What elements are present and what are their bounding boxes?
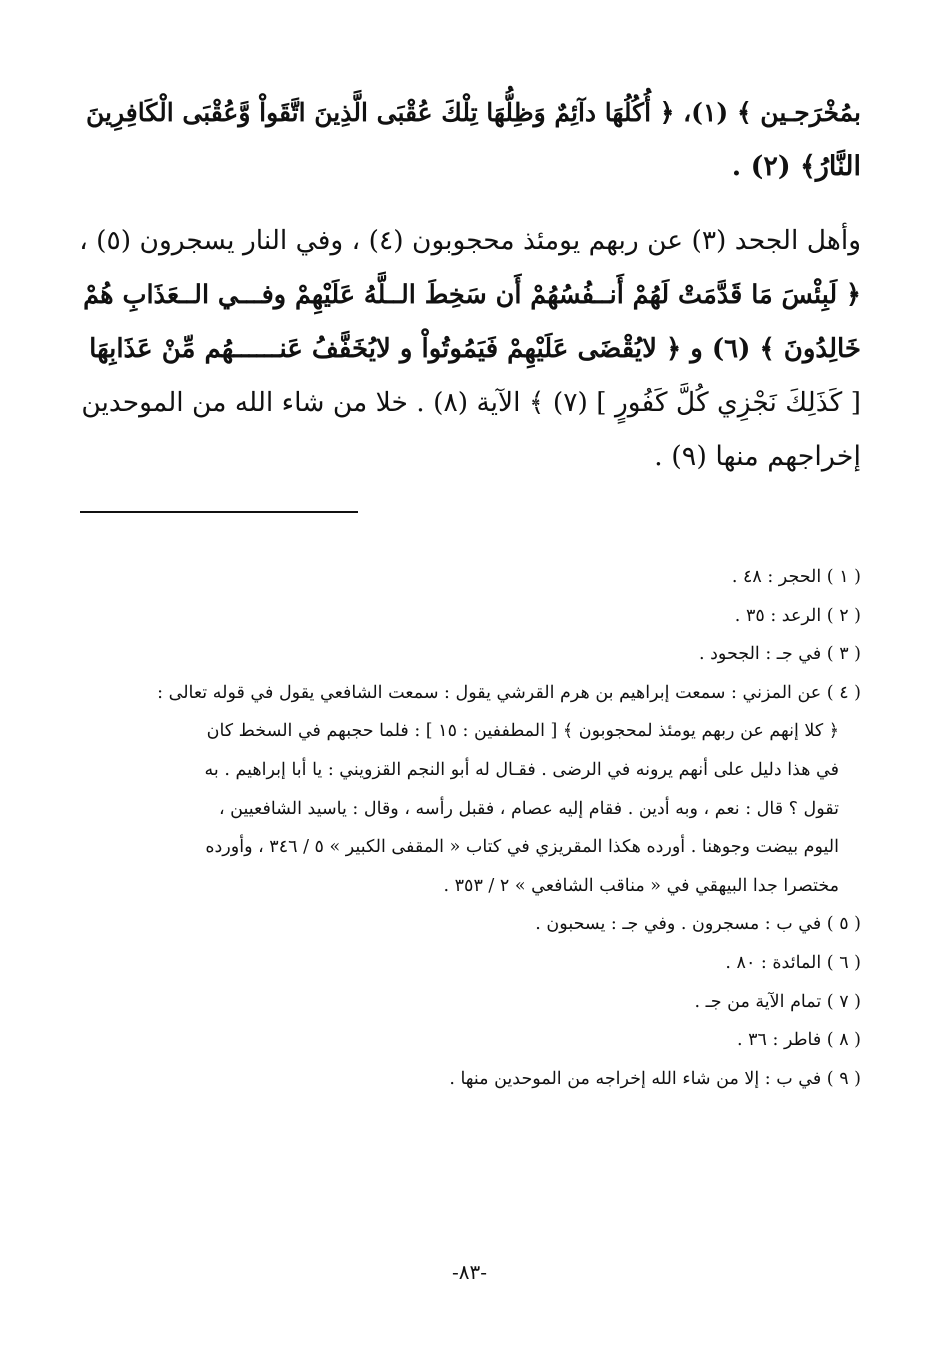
footnote: ( ٨ ) فاطر : ٣٦ . bbox=[736, 1030, 861, 1051]
main-text-line: خَالِدُونَ ﴾ (٦) و ﴿ لايُقْضَى عَلَيْهِمْ فَيَمُوتُواْ و لايُخَفَّفُ عَنــــــهُم مِّنْ عَذَابِهَا bbox=[89, 334, 861, 364]
footnote-continuation: مختصرا جدا البيهقي في « مناقب الشافعي » ٢ / ٣٥٣ . bbox=[443, 875, 839, 896]
page-number: -٨٣- bbox=[451, 1260, 487, 1284]
footnote-continuation: اليوم بيضت وجوهنا . أورده هكذا المقريزي في كتاب « المقفى الكبير » ٥ / ٣٤٦ ، وأورده bbox=[205, 837, 839, 858]
footnote: ( ٧ ) تمام الآية من جـ . bbox=[694, 991, 861, 1012]
footnote: ( ٣ ) في جـ : الجحود . bbox=[699, 644, 861, 665]
main-text-block bbox=[76, 86, 861, 484]
footnote-continuation: تقول ؟ قال : نعم ، وبه أدين . فقام إليه عصام ، فقبل رأسه ، وقال : ياسيد الشافعيين ، bbox=[218, 798, 839, 819]
footnote-continuation: في هذا دليل على أنهم يرونه في الرضى . فقـال له أبو النجم القزويني : يا أبا إبراهيم . به bbox=[204, 759, 839, 780]
main-text-line: بمُخْرَجـين ﴾ (١)، ﴿ أُكُلُهَا دآئِمٌ وَظِلُّهَا تِلْكَ عُقْبَى الَّذِينَ اتَّقَواْ وَّعُقْبَى الْكَافِرِينَ bbox=[85, 98, 861, 127]
footnote: ( ٢ ) الرعد : ٣٥ . bbox=[734, 605, 861, 626]
footnote: ( ٤ ) عن المزني : سمعت إبراهيم بن هرم القرشي يقول : سمعت الشافعي يقول في قوله تعالى : bbox=[157, 682, 861, 703]
footnote: ( ٦ ) المائدة : ٨٠ . bbox=[725, 952, 861, 973]
footnote-separator bbox=[80, 511, 358, 513]
main-text-line: [ كَذَلِكَ نَجْزِي كُلَّ كَفُورٍ ] (٧) ﴾ الآية (٨) . خلا من شاء الله من الموحدين bbox=[81, 387, 861, 418]
footnote: ( ٩ ) في ب : إلا من شاء الله إخراجه من الموحدين منها . bbox=[449, 1068, 861, 1089]
footnote-continuation: ﴿ كلا إنهم عن ربهم يومئذ لمحجوبون ﴾ [ المطففين : ١٥ ] : فلما حجبهم في السخط كان bbox=[206, 721, 839, 742]
main-text-line: ﴿ لَبِئْسَ مَا قَدَّمَتْ لَهُمْ أَنــفُسُهُمْ أَن سَخِطَ الــلَّهُ عَلَيْهِمْ وفـــي الــعَذَابِ هُمْ bbox=[83, 280, 861, 310]
footnote: ( ١ ) الحجر : ٤٨ . bbox=[731, 567, 861, 587]
main-text-line: إخراجهم منها (٩) . bbox=[654, 441, 861, 472]
footnote: ( ٥ ) في ب : مسجرون . وفي جـ : يسحبون . bbox=[535, 914, 861, 935]
main-text-line: وأهل الجحد (٣) عن ربهم يومئذ محجوبون (٤) ، وفي النار يسجرون (٥) ، bbox=[79, 225, 861, 256]
footnotes-block bbox=[76, 558, 861, 1098]
main-text-line: النَّارُ﴾ (٢) . bbox=[731, 151, 861, 182]
